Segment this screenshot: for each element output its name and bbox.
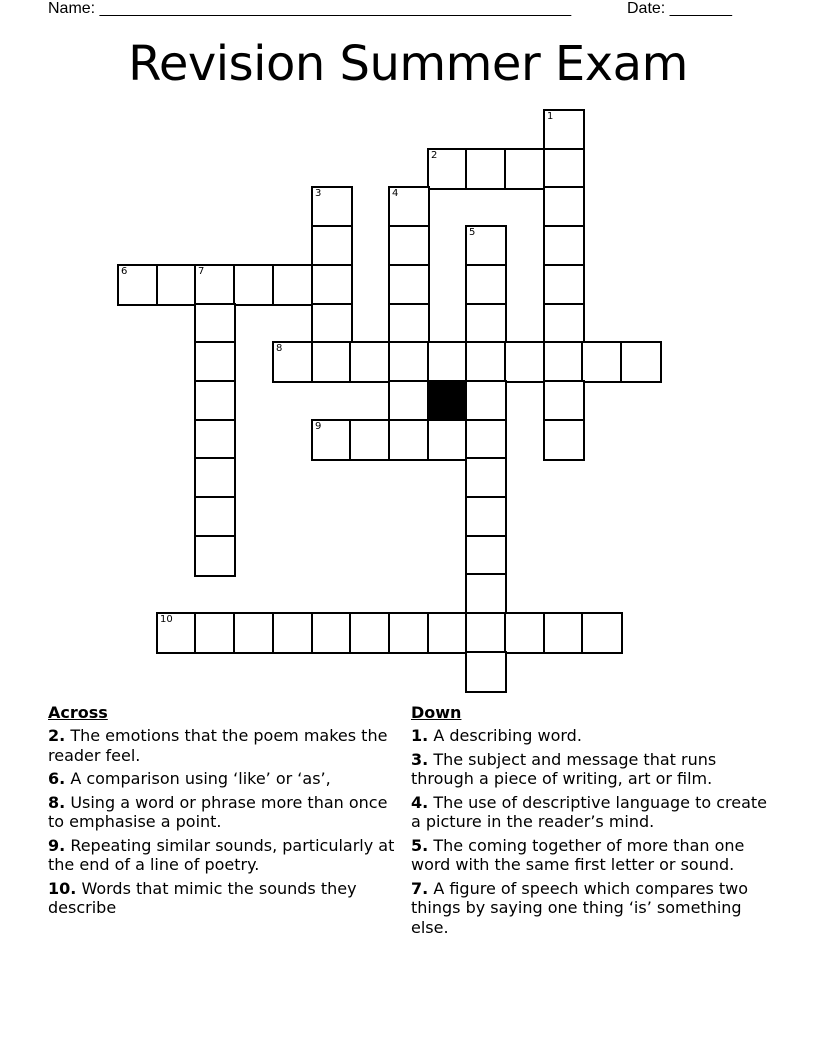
across-clue [48,769,398,789]
grid-cell[interactable] [465,264,507,306]
clue-text: The coming together of more than one word with the same first letter or sound. [411,835,745,874]
grid-cell[interactable] [543,109,585,151]
across-clue [48,879,398,918]
grid-cell[interactable] [311,264,353,306]
grid-cell[interactable] [388,419,430,461]
black-square [427,380,469,422]
grid-cell[interactable] [543,612,585,654]
clue-text: A describing word. [433,726,582,745]
clue-number: 4. [411,792,429,812]
clue-number: 10. [48,878,77,898]
down-clue [411,726,771,746]
grid-cell[interactable] [194,612,236,654]
grid-cell[interactable] [311,225,353,267]
grid-cell[interactable] [427,341,469,383]
clue-number: 6. [48,769,66,788]
across-clue [48,836,398,875]
grid-cell[interactable] [388,264,430,306]
down-heading: Down [411,703,462,722]
grid-cell[interactable] [427,419,469,461]
clue-number: 3. [411,749,429,769]
clue-number-label: 4 [392,188,399,199]
clue-text: The emotions that the poem makes the reader feel. [48,726,388,765]
clue-number-label: 7 [198,266,205,277]
grid-cell[interactable] [504,148,546,190]
grid-cell[interactable] [581,612,623,654]
grid-cell[interactable] [465,612,507,654]
clue-number: 8. [48,792,66,812]
grid-cell[interactable] [272,341,314,383]
grid-cell[interactable] [465,651,507,693]
grid-cell[interactable] [194,457,236,499]
down-clues [411,703,771,941]
grid-cell[interactable] [388,380,430,422]
down-clue [411,793,771,832]
grid-cell[interactable] [620,341,662,383]
across-clue [48,793,398,832]
across-clue [48,726,398,765]
clue-text: The use of descriptive language to create a picture in the reader’s mind. [411,792,768,831]
grid-cell[interactable] [543,419,585,461]
grid-cell[interactable] [465,341,507,383]
grid-cell[interactable] [465,303,507,345]
grid-cell[interactable] [504,612,546,654]
clue-number-label: 8 [276,343,283,354]
across-heading: Across [48,703,108,722]
grid-cell[interactable] [465,419,507,461]
grid-cell[interactable] [194,341,236,383]
clue-number: 2. [48,726,66,745]
down-clue [411,750,771,789]
grid-cell[interactable] [194,535,236,577]
grid-cell[interactable] [465,496,507,538]
grid-cell[interactable] [311,186,353,228]
grid-cell[interactable] [543,380,585,422]
date-field: Date: _______ [627,0,732,17]
grid-cell[interactable] [427,612,469,654]
grid-cell[interactable] [543,264,585,306]
clue-text: Repeating similar sounds, particularly at the end of a line of poetry. [48,835,395,874]
grid-cell[interactable] [465,535,507,577]
grid-cell[interactable] [388,186,430,228]
grid-cell[interactable] [465,148,507,190]
grid-cell[interactable] [311,419,353,461]
down-clue [411,836,771,875]
clue-number-label: 9 [315,421,322,432]
name-field: Name: _____________________________________________________ [48,0,572,17]
clue-number-label: 1 [547,111,554,122]
clue-number-label: 2 [431,150,438,161]
grid-cell[interactable] [465,225,507,267]
clue-number-label: 6 [121,266,128,277]
clue-number-label: 3 [315,188,322,199]
across-clues [48,703,398,922]
clue-text: Using a word or phrase more than once to emphasise a point. [48,792,388,831]
grid-cell[interactable] [388,341,430,383]
grid-cell[interactable] [272,612,314,654]
grid-cell[interactable] [311,303,353,345]
grid-cell[interactable] [194,303,236,345]
grid-cell[interactable] [349,612,391,654]
clue-number: 7. [411,878,429,898]
grid-cell[interactable] [311,612,353,654]
clue-number-label: 5 [469,227,476,238]
clue-text: Words that mimic the sounds they describe [48,878,357,917]
grid-cell[interactable] [233,612,275,654]
grid-cell[interactable] [117,264,159,306]
page-title: Revision Summer Exam [128,36,688,92]
grid-cell[interactable] [194,264,236,306]
grid-cell[interactable] [465,573,507,615]
grid-cell[interactable] [233,264,275,306]
grid-cell[interactable] [388,225,430,267]
clue-text: A comparison using ‘like’ or ‘as’, [70,769,331,788]
grid-cell[interactable] [543,341,585,383]
grid-cell[interactable] [156,612,198,654]
grid-cell[interactable] [543,148,585,190]
grid-cell[interactable] [194,419,236,461]
clue-number: 5. [411,835,429,855]
grid-cell[interactable] [272,264,314,306]
grid-cell[interactable] [388,612,430,654]
grid-cell[interactable] [543,303,585,345]
grid-cell[interactable] [349,341,391,383]
grid-cell[interactable] [194,380,236,422]
grid-cell[interactable] [465,457,507,499]
clue-text: A figure of speech which compares two things by saying one thing ‘is’ something else. [411,878,749,937]
grid-cell[interactable] [504,341,546,383]
clue-number: 9. [48,835,66,855]
clue-number-label: 10 [160,614,173,625]
down-clue [411,879,771,938]
grid-cell[interactable] [543,186,585,228]
grid-cell[interactable] [581,341,623,383]
clue-number: 1. [411,726,429,745]
grid-cell[interactable] [311,341,353,383]
grid-cell[interactable] [465,380,507,422]
grid-cell[interactable] [388,303,430,345]
grid-cell[interactable] [156,264,198,306]
grid-cell[interactable] [543,225,585,267]
grid-cell[interactable] [349,419,391,461]
grid-cell[interactable] [194,496,236,538]
grid-cell[interactable] [427,148,469,190]
clue-text: The subject and message that runs through a piece of writing, art or film. [411,749,717,788]
